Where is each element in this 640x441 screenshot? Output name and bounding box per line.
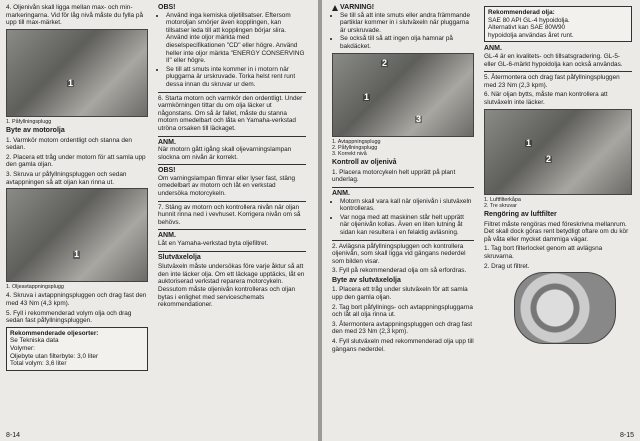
- final-gear-plugs-photo: [332, 53, 474, 137]
- step-item: 4. Skruva i avtappningspluggen och drag fast den med 43 Nm (4,3 kpm).: [6, 292, 147, 307]
- photo-caption: 1. Oljeavtappningsplugg: [6, 284, 64, 291]
- divider: [158, 136, 306, 137]
- oil-level-step-4: 4. Oljenivån skall ligga mellan max- och min-markeringarna. Vid för låg nivå måste du fylla på upp till max-märket.: [6, 4, 143, 27]
- right-page: [322, 0, 640, 441]
- drain-plug-photo: [6, 188, 148, 282]
- caption-line: 1. Luftfilterkåpa: [484, 196, 521, 203]
- anm-text: När motorn gått igång skall oljevarningslampan slockna om nivån är korrekt.: [158, 146, 292, 161]
- step-item: 5. Återmontera och drag fast påfyllningspluggen med 23 Nm (2,3 kpm).: [484, 74, 620, 89]
- bullet-item: • Använd inga kemiska oljetillsatser. Eftersom motoroljan smörjer även kopplingen, kan tillsatser leda till att kopplingen börjar slira. Använd inte oljor märkta med dieselspecifikationen "CD" eller högre. Använd heller inte oljor märkta "ENERGY CONSERVING II" eller högre.: [166, 12, 306, 65]
- right-column-1: [332, 4, 474, 355]
- step-item: 1. Placera ett tråg under slutväxeln för att samla upp den gamla oljan.: [332, 286, 468, 302]
- warning-title: VARNING!: [340, 4, 375, 11]
- step-item: 1. Placera motorcykeln helt upprätt på plant underlag.: [332, 168, 456, 184]
- bullet-item: • Var noga med att maskinen står helt upprätt när oljenivån kollas. Även en liten lutning åt sidan kan resultera i en felaktig avläsning.: [340, 214, 474, 237]
- anm-title: ANM.: [332, 189, 350, 197]
- box-line: Alternativt kan SAE 80W90: [488, 24, 566, 32]
- caption-line: 1. Avtappningsplugg: [332, 138, 381, 145]
- step-item: 6. Starta motorn och varmkör den ordentligt. Under varmkörningen tittar du om olja läcker ut någonstans. Om så är fallet, måste du stanna motorn omedelbart och låta en Yamaha-verkstad utröna orsaken till läckaget.: [158, 94, 303, 132]
- bullet-item: • Se till att smuts inte kommer in i motorn när pluggarna är urskruvade. Torka helst rent runt dessa innan du skruvar ur dem.: [166, 66, 306, 89]
- callout-number: 2: [382, 57, 388, 68]
- section-heading-gear-oil-change: Byte av slutväxelolja: [332, 276, 401, 284]
- section-heading-oil-check: Kontroll av oljenivå: [332, 159, 397, 167]
- anm-text: GL-4 är en kvalitets- och tillsatsgradering. GL-5- eller GL-6-märkt hypoidolja kan också användas.: [484, 52, 623, 68]
- step-item: 7. Stäng av motorn och kontrollera nivån när oljan hunnit rinna ned i vevhuset. Korrigera nivån om så behövs.: [158, 203, 301, 226]
- obs-title: OBS!: [158, 4, 176, 11]
- box-line: Se Tekniska data: [10, 337, 59, 345]
- caption-line: 2. Tre skruvar: [484, 202, 517, 209]
- warning-triangle-icon: [332, 5, 338, 11]
- box-line: hypoidolja användas året runt.: [488, 31, 574, 39]
- bullet-item: • Se till så att inte smuts eller andra främmande partiklar kommer in i slutväxeln när pluggarna är urskruvade.: [340, 12, 474, 35]
- air-filter-text: Filtret måste rengöras med föreskrivna mellanrum. Det skall dock göras rent betydligt oftare om du kör på våta eller mycket dammiga vägar.: [484, 220, 629, 243]
- anm-text: Låt en Yamaha-verkstad byta oljefiltret.: [158, 240, 269, 248]
- anm-bullets: [332, 198, 474, 237]
- box-line: Oljebyte utan filterbyte: 3,0 liter: [10, 352, 99, 360]
- left-column-2: [158, 4, 306, 311]
- left-page: [0, 0, 318, 441]
- divider: [332, 240, 474, 241]
- caption-line: 3. Korrekt nivå: [332, 150, 367, 157]
- anm-title: ANM.: [158, 138, 176, 146]
- box-title: Rekommenderad olja:: [488, 9, 555, 16]
- step-item: 2. Drag ut filtret.: [484, 262, 530, 270]
- right-column-2: [484, 4, 632, 346]
- photo-caption: [332, 139, 474, 158]
- callout-number: 1: [68, 77, 74, 88]
- box-title: Rekommenderade oljesorter:: [10, 329, 99, 337]
- anm-title: ANM.: [158, 232, 176, 240]
- divider: [158, 229, 306, 230]
- callout-number: 3: [416, 113, 422, 124]
- callout-number: 2: [546, 153, 552, 164]
- step-item: 5. Fyll i rekommenderad volym olja och drag sedan fast påfyllningspluggen.: [6, 309, 132, 325]
- step-item: 2. Placera ett tråg under motorn för att samla upp den gamla oljan.: [6, 153, 146, 169]
- bullet-item: • Se också till så att ingen olja hamnar på bakdäcket.: [340, 35, 474, 50]
- recommended-gear-oil-box: [484, 6, 632, 42]
- warning-bullets: [332, 12, 474, 51]
- box-line: SAE 80 API GL-4 hypoidolja.: [488, 16, 570, 24]
- callout-number: 1: [364, 91, 370, 102]
- bullet-item: • Motorn skall vara kall när oljenivån i slutväxeln kontrolleras.: [340, 198, 474, 213]
- step-item: 3. Återmontera avtappningspluggen och drag fast den med 23 Nm (2,3 kpm).: [332, 320, 472, 336]
- air-filter-element-photo: [514, 272, 616, 344]
- anm-title: ANM.: [484, 45, 502, 53]
- divider: [158, 92, 306, 93]
- step-item: 3. Skruva ur påfyllningspluggen och sedan avtappningen så att oljan kan rinna ut.: [6, 170, 127, 186]
- page-number: 8-15: [619, 432, 634, 439]
- step-item: 6. När oljan bytts, måste man kontrollera att slutväxeln inte läcker.: [484, 91, 608, 106]
- divider: [158, 164, 306, 165]
- divider: [158, 201, 306, 202]
- step-item: 4. Fyll slutväxeln med rekommenderad olja upp till gängans nederdel.: [332, 338, 474, 353]
- step-item: 1. Varmkör motorn ordentligt och stanna den sedan.: [6, 136, 132, 152]
- divider: [158, 251, 306, 252]
- section-heading-air-filter: Rengöring av luftfilter: [484, 210, 557, 218]
- left-column-1: [6, 4, 148, 374]
- caption-line: 2. Påfyllningsplugg: [332, 144, 378, 151]
- box-line: Total volym: 3,6 liter: [10, 360, 67, 368]
- recommended-oil-box: [6, 327, 148, 371]
- callout-number: 1: [526, 137, 532, 148]
- filler-plug-photo: [6, 29, 148, 117]
- step-item: 2. Tag bort påfyllnings- och avtappningspluggarna och låt all olja rinna ut.: [332, 303, 473, 319]
- step-item: 1. Tag bort filterlocket genom att avlägsna skruvarna.: [484, 245, 603, 260]
- air-filter-cover-photo: [484, 109, 632, 195]
- warning-heading: [332, 4, 474, 12]
- section-heading-oil-change: Byte av motorolja: [6, 126, 65, 134]
- page-number: 8-14: [6, 432, 21, 439]
- final-gear-text: Slutväxeln måste undersökas före varje åktur så att den inte läcker olja. Om ett läckage upptäcks, låt en auktoriserad verkstad reparera motorcykeln. Dessutom måste oljenivån kontrolleras och oljan bytas i enlighet med serviceschemats rekommendationer.: [158, 263, 305, 309]
- divider: [484, 71, 632, 72]
- box-line: Volymer:: [10, 344, 35, 352]
- section-heading-final-gear: Slutväxelolja: [158, 253, 201, 261]
- callout-number: 1: [74, 249, 80, 260]
- photo-caption: 1. Påfyllningsplugg: [6, 118, 52, 125]
- photo-caption: [484, 197, 632, 209]
- obs-text: Om varningslampan flimrar eller lyser fast, stäng omedelbart av motorn och låt en verkstad undersöka motorcykeln.: [158, 174, 296, 198]
- obs-title: OBS!: [158, 167, 176, 175]
- divider: [332, 187, 474, 188]
- step-item: 3. Fyll på rekommenderad olja om så erfordras.: [332, 267, 467, 275]
- obs-bullets: [158, 12, 306, 89]
- step-item: 2. Avlägsna påfyllningspluggen och kontrollera oljenivån, som skall ligga vid gängans nederdel som bilden visar.: [332, 242, 466, 265]
